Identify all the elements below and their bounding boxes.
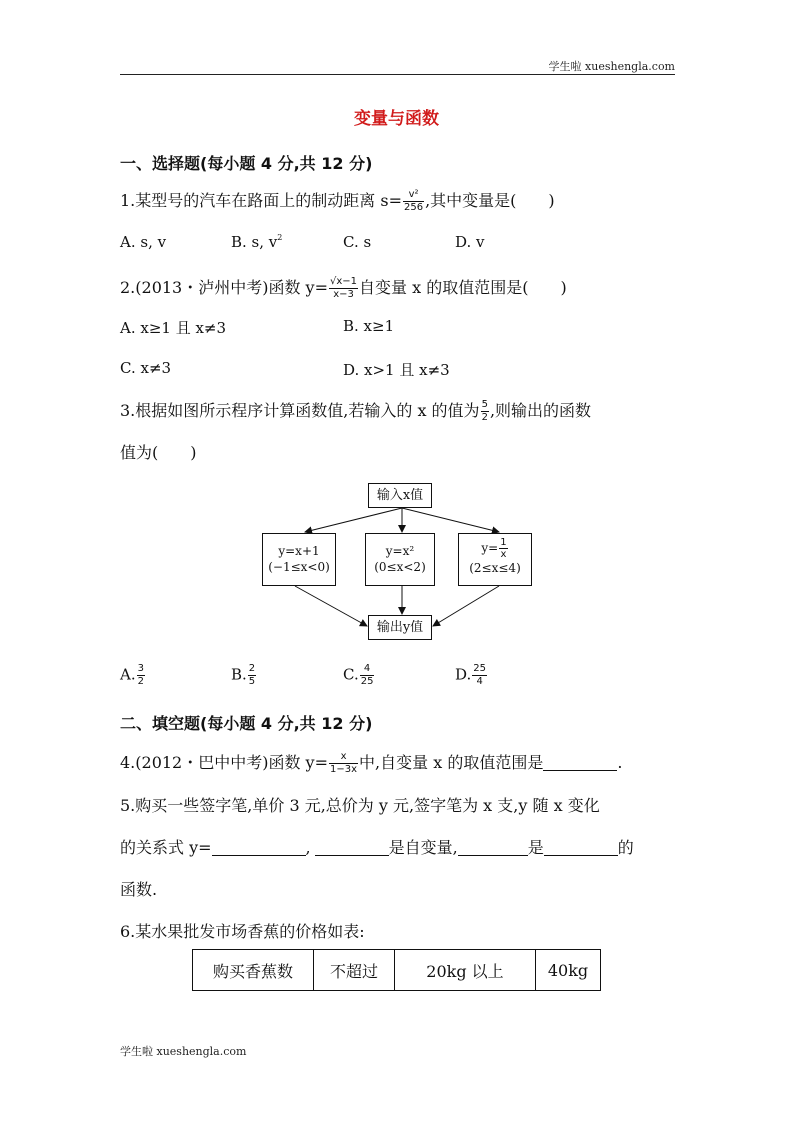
q3-option-c	[343, 663, 375, 688]
q3-line-2: 值为( )	[120, 443, 197, 462]
q2-text-post: 自变量 x 的取值范围是( )	[359, 278, 567, 297]
flow-arrow-6	[433, 586, 499, 626]
q5-text-e: 的	[617, 838, 634, 857]
flow-arrow-3	[402, 508, 499, 532]
q3-option-c-den: 25	[360, 676, 374, 687]
q5-text-c: 是自变量,	[388, 838, 458, 857]
q1-option-b-text: B. s, v	[231, 233, 278, 251]
flow-box-3-formula	[459, 537, 531, 560]
q1-option-b-sup: 2	[277, 233, 283, 242]
q5-line-1: 5.购买一些签字笔,单价 3 元,总价为 y 元,签字笔为 x 支,y 随 x 变化	[120, 796, 600, 815]
q3-option-d-frac	[472, 663, 487, 688]
section-1-heading: 一、选择题(每小题 4 分,共 12 分)	[120, 154, 373, 173]
q5-text-a: 的关系式 y=	[120, 838, 212, 857]
flow-arrow-1	[305, 508, 402, 532]
flow-box-3-den: x	[500, 549, 507, 560]
flow-box-3-num: 1	[500, 537, 507, 548]
q3-option-a-num: 3	[137, 663, 144, 674]
header-site: 学生啦 xueshengla.com	[548, 60, 675, 73]
flow-box-2	[365, 533, 435, 586]
q3-option-a-den: 2	[137, 676, 144, 687]
flow-box-2-formula: y=x²	[385, 544, 415, 558]
q3-option-d-label: D.	[455, 665, 472, 684]
q1-text-pre: 1.某型号的汽车在路面上的制动距离 s=	[120, 191, 402, 210]
q1-option-a: A. s, v	[120, 233, 167, 251]
q2-text-pre: 2.(2013・泸州中考)函数 y=	[120, 278, 329, 297]
q4-text-end: .	[617, 753, 623, 772]
q3-option-b-num: 2	[248, 663, 256, 674]
q4-frac-den: 1−3x	[330, 764, 358, 775]
q1-option-d: D. v	[455, 233, 485, 251]
footer-site: 学生啦 xueshengla.com	[120, 1045, 247, 1058]
q2-frac-den: x−3	[333, 289, 354, 300]
flow-box-1-formula: y=x+1	[278, 544, 320, 558]
q1-option-b	[231, 233, 282, 251]
q3-option-d-den: 4	[476, 676, 483, 687]
flow-box-3-range: (2≤x≤4)	[469, 561, 521, 575]
section-2-heading: 二、填空题(每小题 4 分,共 12 分)	[120, 714, 373, 733]
q5-blank-3[interactable]	[458, 839, 528, 856]
flow-box-1	[262, 533, 336, 586]
q4-frac-num: x	[329, 751, 358, 764]
q3-option-c-num: 4	[360, 663, 375, 676]
table-cell: 不超过	[314, 950, 395, 991]
flow-input-box: 输入x值	[368, 483, 432, 508]
flow-box-3	[458, 533, 532, 586]
q1-option-c: C. s	[343, 233, 372, 251]
q5-blank-1[interactable]	[212, 839, 306, 856]
table-row	[193, 950, 601, 991]
q3-frac-den: 2	[481, 412, 488, 423]
q3-fraction	[481, 399, 489, 424]
q4-answer-blank[interactable]	[543, 754, 617, 771]
question-6: 6.某水果批发市场香蕉的价格如表:	[120, 922, 365, 941]
header-rule	[120, 74, 675, 75]
question-2	[120, 275, 567, 301]
table-cell: 20kg 以上	[395, 950, 536, 991]
q3-option-c-label: C.	[343, 665, 359, 684]
table-cell: 购买香蕉数	[193, 950, 314, 991]
q3-frac-num: 5	[481, 399, 488, 410]
flow-output-box: 输出y值	[368, 615, 432, 640]
q5-text-b: ,	[305, 838, 311, 857]
q3-text-post: ,则输出的函数	[489, 401, 592, 420]
flow-arrow-4	[295, 586, 367, 626]
q2-option-a: A. x≥1 且 x≠3	[120, 319, 227, 337]
table-cell: 40kg	[536, 950, 601, 991]
q3-option-b-frac	[248, 663, 256, 688]
flow-box-1-range: (−1≤x<0)	[268, 560, 330, 574]
q2-option-b: B. x≥1	[343, 317, 395, 335]
q5-line-2	[120, 835, 634, 858]
q5-blank-4[interactable]	[544, 839, 618, 856]
q3-option-b	[231, 663, 257, 688]
q5-text-d: 是	[527, 838, 544, 857]
q1-frac-den: 256	[403, 202, 424, 213]
q1-fraction	[403, 189, 424, 214]
q3-text-pre: 3.根据如图所示程序计算函数值,若输入的 x 的值为	[120, 401, 480, 420]
q3-option-a	[120, 663, 146, 688]
flow-box-2-range: (0≤x<2)	[374, 560, 426, 574]
q4-text-pre: 4.(2012・巴中中考)函数 y=	[120, 753, 329, 772]
q3-option-b-den: 5	[248, 676, 256, 687]
q3-option-a-label: A.	[120, 665, 136, 684]
q4-fraction	[329, 751, 358, 776]
q2-fraction	[329, 276, 358, 301]
q3-option-d-num: 25	[473, 663, 486, 674]
q3-option-c-frac	[360, 663, 375, 688]
q3-option-a-frac	[137, 663, 145, 688]
q5-blank-2[interactable]	[315, 839, 389, 856]
q3-option-d	[455, 663, 488, 688]
q4-text-post: 中,自变量 x 的取值范围是	[359, 753, 544, 772]
flow-box-3-y: y=	[481, 541, 499, 555]
question-3	[120, 398, 591, 424]
q2-option-d: D. x>1 且 x≠3	[343, 361, 450, 379]
page-title: 变量与函数	[354, 109, 439, 129]
flow-box-3-frac	[499, 537, 507, 560]
q3-option-b-label: B.	[231, 665, 247, 684]
q1-text-post: ,其中变量是( )	[425, 191, 555, 210]
q2-option-c: C. x≠3	[120, 359, 172, 377]
q5-line-3: 函数.	[120, 880, 158, 899]
q2-frac-num: √x−1	[330, 276, 358, 287]
price-table	[192, 949, 601, 991]
question-1	[120, 188, 555, 214]
q1-frac-num: v²	[403, 189, 424, 202]
question-4	[120, 750, 622, 776]
